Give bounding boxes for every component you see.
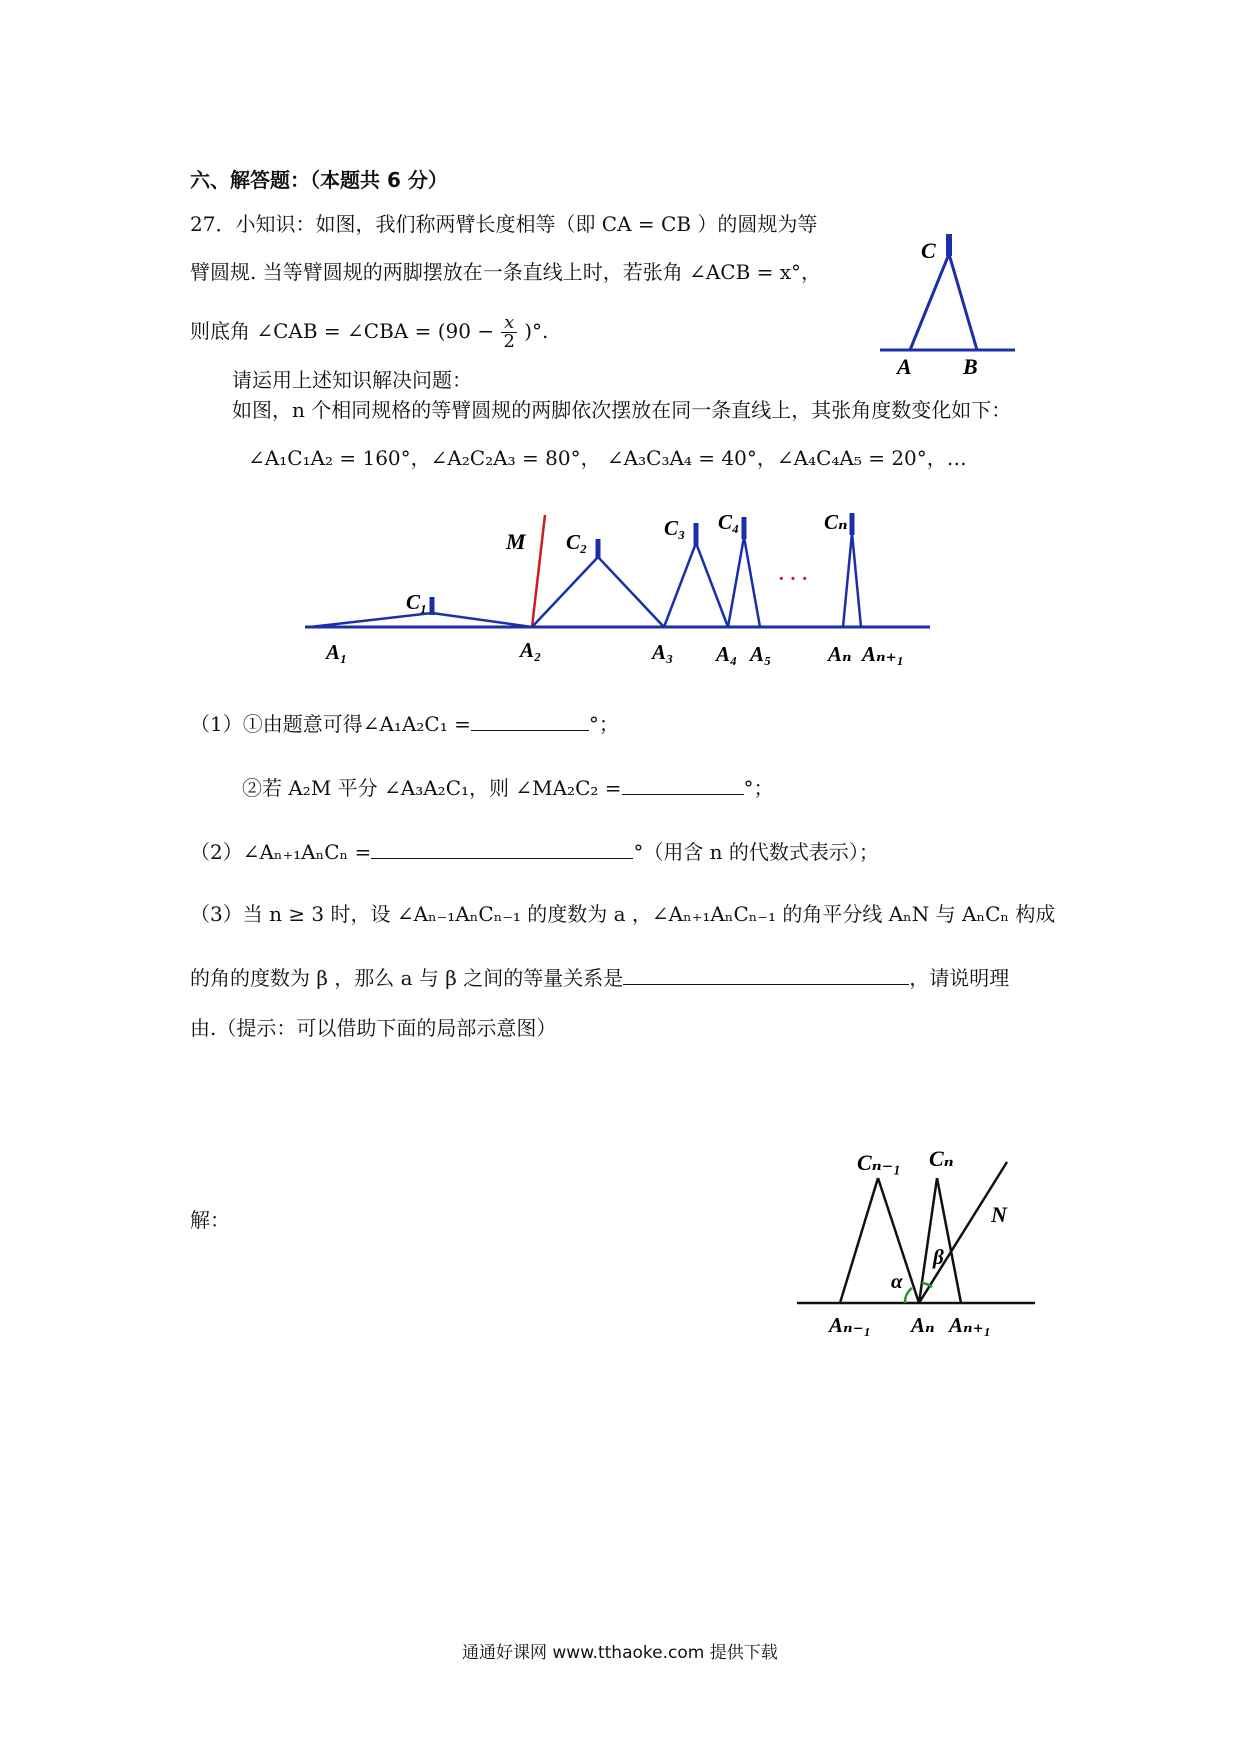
fraction-numerator: x	[501, 314, 516, 333]
fig3-label-n: N	[991, 1202, 1007, 1227]
question-3-line1: （3）当 n ≥ 3 时，设 ∠Aₙ₋₁AₙCₙ₋₁ 的度数为 a ，∠Aₙ₊₁AₙCₙ₋₁ 的角平分线 AₙN 与 AₙCₙ 构成	[190, 902, 1056, 926]
section-heading: 六、解答题：（本题共 6 分）	[190, 168, 448, 192]
fraction-denominator: 2	[503, 331, 515, 352]
fig2-label-a5: A₅	[750, 642, 772, 666]
fig2-label-c1: C₁	[406, 590, 428, 614]
q2-pre: （2）∠Aₙ₊₁AₙCₙ =	[190, 840, 372, 864]
fig2-label-c4: C₄	[718, 510, 740, 534]
figure-compass-sequence	[300, 505, 940, 670]
q2-answer-blank[interactable]	[371, 836, 633, 859]
q3-line2-pre: 的角的度数为 β ，那么 a 与 β 之间的等量关系是	[190, 966, 624, 990]
fig2-arm-c4a5	[744, 537, 760, 627]
fig2-label-m: M	[506, 529, 526, 554]
fraction-x-over-2	[501, 314, 516, 351]
problem-intro-line1: 27．小知识：如图，我们称两臂长度相等（即 CA = CB ）的圆规为等	[190, 212, 818, 236]
q1b-answer-blank[interactable]	[622, 772, 744, 795]
instruction-text: 请运用上述知识解决问题：	[232, 368, 472, 392]
fig2-label-a4: A₄	[716, 642, 738, 666]
angle-sequence: ∠A₁C₁A₂ = 160°，∠A₂C₂A₃ = 80°， ∠A₃C₃A₄ = 40°，∠A₄C₄A₅ = 20°，…	[248, 446, 967, 470]
fig1-arm-cb	[949, 254, 977, 350]
fig2-arm-ancn	[843, 533, 852, 627]
q1a-pre: （1）①由题意可得∠A₁A₂C₁ =	[190, 712, 471, 736]
fig1-label-a: A	[897, 354, 912, 379]
fig2-label-c3: C₃	[664, 516, 686, 540]
q3-answer-blank[interactable]	[623, 962, 909, 985]
fig3-label-cn-1: Cₙ₋₁	[857, 1150, 902, 1175]
fig3-label-alpha: α	[891, 1269, 903, 1293]
fig3-arm-left	[840, 1178, 878, 1303]
q1b-pre: ②若 A₂M 平分 ∠A₃A₂C₁，则 ∠MA₂C₂ =	[242, 776, 622, 800]
fig1-arm-ca	[910, 254, 949, 350]
question-2	[190, 836, 879, 866]
fig3-label-an-1: Aₙ₋₁	[829, 1313, 872, 1337]
fig2-arm-cnan1	[852, 533, 861, 627]
q2-post: °（用含 n 的代数式表示）；	[633, 840, 879, 864]
question-1a	[190, 708, 619, 738]
fig2-label-a2: A₂	[520, 638, 542, 662]
fig2-label-an1: Aₙ₊₁	[862, 642, 905, 666]
fig2-arm-c2a3	[598, 557, 664, 627]
fig3-label-beta: β	[933, 1245, 944, 1269]
fig3-label-an: Aₙ	[911, 1313, 935, 1337]
figure-local-diagram	[795, 1140, 1045, 1340]
page-footer: 通通好课网 www.tthaoke.com 提供下载	[462, 1643, 778, 1663]
intro3-post: )°.	[524, 319, 549, 343]
fig3-bisector-ann	[919, 1162, 1007, 1303]
setup-text: 如图，n 个相同规格的等臂圆规的两脚依次摆放在同一条直线上，其张角度数变化如下：	[232, 398, 1012, 422]
fig2-label-a1: A₁	[326, 640, 348, 664]
fig3-label-an1: Aₙ₊₁	[949, 1313, 992, 1337]
problem-intro-line3	[190, 314, 548, 351]
fig1-label-b: B	[963, 354, 978, 379]
fig2-arm-c3a4	[696, 543, 728, 627]
q1b-post: °；	[743, 776, 774, 800]
intro3-pre: 则底角 ∠CAB = ∠CBA = (90 −	[190, 319, 495, 343]
q1a-answer-blank[interactable]	[471, 708, 589, 731]
fig2-arm-a2c2	[532, 557, 598, 627]
problem-intro-line2: 臂圆规. 当等臂圆规的两脚摆放在一条直线上时，若张角 ∠ACB = x°，	[190, 260, 822, 284]
q3-line2-post: ，请说明理	[909, 966, 1010, 990]
q1a-post: °；	[588, 712, 619, 736]
fig2-label-a3: A₃	[652, 640, 674, 664]
fig2-label-an: Aₙ	[828, 642, 852, 666]
fig3-label-cn: Cₙ	[929, 1146, 954, 1171]
fig2-arm-a1c1	[310, 613, 432, 627]
fig2-arm-a3c3	[664, 543, 696, 627]
figure-compass	[875, 232, 1025, 382]
fig2-label-cn: Cₙ	[824, 510, 848, 534]
answer-label: 解：	[190, 1208, 230, 1232]
fig2-label-c2: C₂	[566, 530, 588, 554]
question-1b	[242, 772, 774, 802]
fig2-arm-a4c4	[728, 537, 744, 627]
question-3-line2	[190, 962, 1009, 992]
fig2-arm-c1a2	[432, 613, 532, 627]
fig3-angle-alpha-arc	[905, 1288, 912, 1303]
fig1-label-c: C	[921, 238, 936, 263]
question-3-line3: 由.（提示：可以借助下面的局部示意图）	[190, 1016, 557, 1040]
fig2-bisector-a2m	[532, 515, 545, 627]
fig2-ellipsis: · · ·	[778, 568, 809, 590]
